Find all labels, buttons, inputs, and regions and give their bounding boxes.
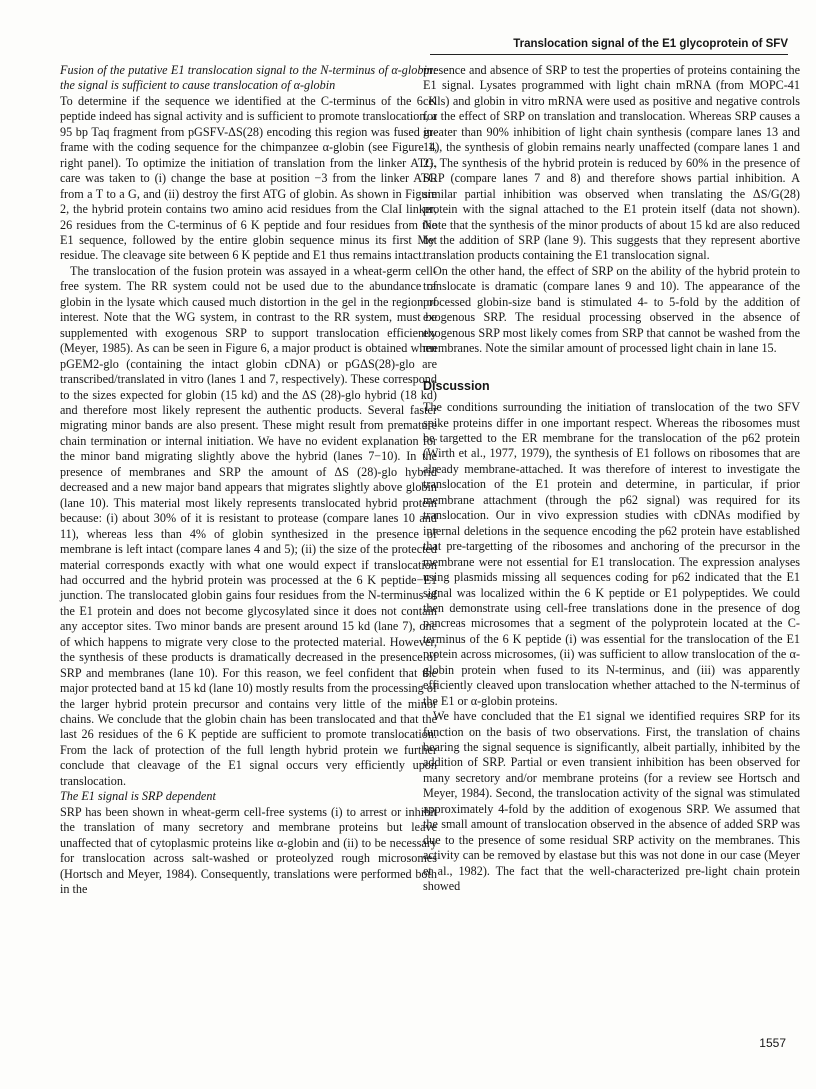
paragraph: presence and absence of SRP to test the properties of proteins containing the E1 signal. Lysates programmed with light chain mRNA (from MOPC-41 cells) and globin in vitro mRNA were used as positive and negative controls for the effect of SRP on translation and translocation. Whereas SRP causes a greater than 90% inhibition of light chain synthesis (compare lanes 13 and 14), the synthesis of globin remains nearly unaffected (compare lanes 1 and 2). The synthesis of the hybrid protein is reduced by 60% in the presence of SRP (compare lanes 7 and 8) and therefore shows partial inhibition. A similar partial inhibition was observed when translating the ΔS/G(28) protein with the signal attached to the E1 protein itself (data not shown). Note that the synthesis of the minor products of about 15 kd are also reduced by the addition of SRP (lane 9). This suggests that they represent abortive translation products containing the E1 translocation signal. xyxy=(423,63,800,263)
running-head: Translocation signal of the E1 glycoprotein of SFV xyxy=(430,38,788,55)
paragraph: The translocation of the fusion protein was assayed in a wheat-germ cell-free system. The RR system could not be used due to the abundance of globin in the lysate which caused much distortion in the gel in the region of interest. Note that the WG system, in contrast to the RR system, must be supplemented with exogenous SRP to support translocation efficiently (Meyer, 1985). As can be seen in Figure 6, a major product is obtained when pGEM2-glo (containing the intact globin cDNA) or pGΔS(28)-glo are transcribed/translated in vitro (lanes 1 and 7, respectively). These correspond to the sizes expected for globin (15 kd) and the ΔS (28)-glo hybrid (18 kd) and therefore most likely represent the authentic products. Several faster migrating minor bands are also present. These might result from premature chain termination or internal initiation. We have no evident explanation for the minor band migrating slightly above the hybrid (lanes 7−10). In the presence of membranes and SRP the amount of ΔS (28)-glo hybrid decreased and a new major band appears that migrates slightly above globin (lane 10). This material most likely represents translocated hybrid protein because: (i) about 30% of it is resistant to protease (compare lanes 10 and 11), whereas less than 4% of globin synthesized in the presence of membrane is left intact (compare lanes 4 and 5); (ii) the size of the protected material corresponds exactly with what one would expect if translocation had occurred and the hybrid protein was processed at the 6 K peptide−E1 junction. The translocated globin gains four residues from the N-terminus of the E1 protein and does not become glycosylated since it does not contain any acceptor sites. Two minor bands are present around 15 kd (lane 7), one of which happens to migrate very close to the protected material. However, the synthesis of these products is dramatically decreased in the presence of SRP and membranes (lane 10). For this reason, we feel confident that the major protected band at 15 kd (lane 10) mostly results from the processing of the larger hybrid protein precursor and contains very little of the minor chains. We conclude that the globin chain has been translocated and that the last 26 residues of the 6 K peptide are sufficient to promote translocation. From the lack of protection of the full length hybrid protein we further conclude that cleavage of the E1 signal occurs very efficiently upon translocation. xyxy=(60,263,437,788)
paragraph: SRP has been shown in wheat-germ cell-free systems (i) to arrest or inhibit the translation of many secretory and membrane proteins but leave unaffected that of cytoplasmic proteins like α-globin and (ii) to be necessary for translocation across salt-washed or proteolyzed rough microsomes (Hortsch and Meyer, 1984). Consequently, translations were performed both in the xyxy=(60,804,437,897)
right-column xyxy=(423,63,800,895)
section-heading-fusion: Fusion of the putative E1 translocation signal to the N-terminus of α-globin: the signal is sufficient to cause translocation of α-globin xyxy=(60,63,437,93)
paragraph: On the other hand, the effect of SRP on the ability of the hybrid protein to translocate is dramatic (compare lanes 9 and 10). The appearance of the processed globin-size band is stimulated 4- to 5-fold by the addition of exogenous SRP. The residual processing observed in the absence of exogenous SRP most likely comes from SRP that cannot be washed from the membranes. Note the similar amount of processed light chain in lane 15. xyxy=(423,263,800,356)
discussion-heading: Discussion xyxy=(423,378,490,393)
left-column xyxy=(60,63,437,897)
paragraph: To determine if the sequence we identified at the C-terminus of the 6 K peptide indeed has signal activity and is sufficient to promote translocation, a 95 bp Taq fragment from pGSFV-ΔS(28) encoding this region was fused in-frame with the coding sequence for the chimpanzee α-globin (see Figure 1, right panel). To optimize the initiation of translation from the linker ATG, care was taken to (i) change the base at position −3 from the linker ATG from a T to a G, and (ii) destroy the first ATG of globin. As shown in Figure 2, the hybrid protein contains two amino acid residues from the ClaI linker, 26 residues from the C-terminus of 6 K peptide and four residues from the E1 sequence, followed by the entire globin sequence minus its first Met residue. The cleavage site between 6 K peptide and E1 thus remains intact. xyxy=(60,93,437,263)
section-heading-srp: The E1 signal is SRP dependent xyxy=(60,789,216,804)
paragraph: The conditions surrounding the initiation of translocation of the two SFV spike proteins differ in one important respect. Whereas the ribosomes must be targetted to the ER membrane for the translocation of the p62 protein (Wirth et al., 1977, 1979), the synthesis of E1 follows on ribosomes that are already membrane-attached. It was therefore of interest to investigate the translocation of the E1 protein and determine, in particular, if prior membrane attachment (through the p62 signal) was required for its translocation. Our in vivo expression studies with cDNAs modified by internal deletions in the sequence encoding the p62 protein have established that pre-targetting of the ribosomes and anchoring of the precursor in the membrane were not essential for E1 translocation. The expression analyses using plasmids missing all sequences coding for p62 indicated that the E1 signal was localized within the 6 K peptide or E1 polypeptides. We could then demonstrate using cell-free translations done in the presence of dog pancreas microsomes that a segment of the polyprotein located at the C-terminus of the 6 K peptide (i) was essential for the translocation of the E1 protein across microsomes, (ii) was sufficient to allow translocation of the α-globin protein when fused to its N-terminus, and (iii) was apparently efficiently cleaved upon translocation whether attached to the N-terminus of the E1 or α-globin proteins. xyxy=(423,400,800,708)
paragraph: We have concluded that the E1 signal we identified requires SRP for its function on the basis of two observations. First, the translation of chains bearing the signal sequence is significantly, albeit partially, inhibited by the addition of SRP. Partial or even transient inhibition has been observed for many secretory and/or membrane proteins (for a review see Hortsch and Meyer, 1984). Second, the translocation activity of the signal was stimulated approximately 4-fold by the addition of exogenous SRP. We assumed that the small amount of translocation observed in the absence of added SRP was due to the presence of some residual SRP activity on the membranes. This activity can be removed by elastase but this was not done in our case (Meyer et al., 1982). The fact that the well-characterized pre-light chain protein showed xyxy=(423,709,800,894)
page-number: 1557 xyxy=(759,1036,786,1050)
